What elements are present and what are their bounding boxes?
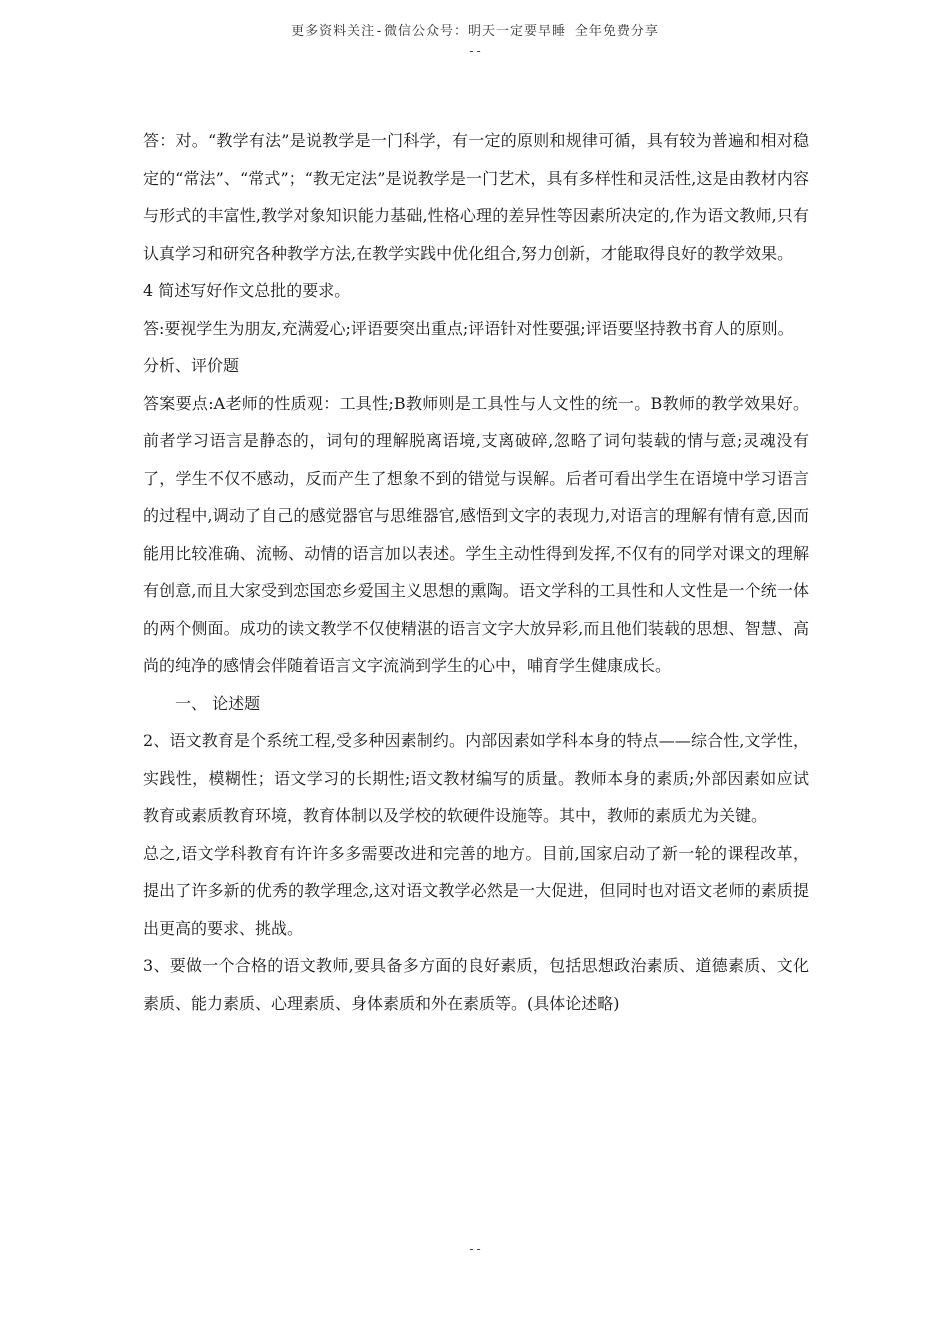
section-heading-essay: 一、 论述题 <box>175 693 261 713</box>
answer-paragraph-analysis: 答案要点:A老师的性质观：工具性;B教师则是工具性与人文性的统一。B教师的教学效果好。前者学习语言是静态的，词句的理解脱离语境,支离破碎,忽略了词句装载的情与意;灵魂没有了，学生不仅不感动，反而产生了想象不到的错觉与误解。后者可看出学生在语境中学习语言的过程中,调动了自己的感觉器官与思维器官,感悟到文字的表现力,对语言的理解有情有意,因而能用比较准确、流畅、动情的语言加以表述。学生主动性得到发挥,不仅有的同学对课文的理解有创意,而且大家受到恋国恋乡爱国主义思想的熏陶。语文学科的工具性和人文性是一个统一体的两个侧面。成功的读文教学不仅使精湛的语言文字大放异彩,而且他们装载的思想、智慧、高尚的纯净的感情会伴随着语言文字流淌到学生的心中，哺育学生健康成长。 <box>143 393 809 675</box>
answer-paragraph-composition-comment: 答:要视学生为朋友,充满爱心;评语要突出重点;评语针对性要强;评语要坚持教书育人的原则。 <box>143 318 794 338</box>
header-note: 更多资料关注-微信公众号：明天一定要早睡 全年免费分享 <box>291 24 659 39</box>
answer-paragraph-3: 3、要做一个合格的语文教师,要具备多方面的良好素质，包括思想政治素质、道德素质、文化素质、能力素质、心理素质、身体素质和外在素质等。(具体论述略) <box>143 956 809 1013</box>
question-4-heading: 4 简述写好作文总批的要求。 <box>143 281 351 300</box>
document-body <box>143 122 809 1022</box>
answer-paragraph-summary: 总之,语文学科教育有许许多多需要改进和完善的地方。目前,国家启动了新一轮的课程改革，提出了许多新的优秀的教学理念,这对语文教学必然是一大促进，但同时也对语文老师的素质提出更高的要求、挑战。 <box>143 843 809 938</box>
section-heading-analysis: 分析、评价题 <box>143 356 240 375</box>
footer-dash: -- <box>467 1242 483 1256</box>
answer-paragraph-teaching-method: 答：对。“教学有法”是说教学是一门科学，有一定的原则和规律可循，具有较为普遍和相对稳定的“常法”、“常式”；“教无定法”是说教学是一门艺术，具有多样性和灵活性,这是由教材内容与形式的丰富性,教学对象知识能力基础,性格心理的差异性等因素所决定的,作为语文教师,只有认真学习和研究各种教学方法,在教学实践中优化组合,努力创新，才能取得良好的教学效果。 <box>143 131 809 263</box>
answer-paragraph-2: 2、语文教育是个系统工程,受多种因素制约。内部因素如学科本身的特点——综合性,文学性，实践性，模糊性；语文学习的长期性;语文教材编写的质量。教师本身的素质;外部因素如应试教育或素质教育环境，教育体制以及学校的软硬件设施等。其中，教师的素质尤为关键。 <box>143 731 809 825</box>
header-dash: -- <box>467 44 483 58</box>
